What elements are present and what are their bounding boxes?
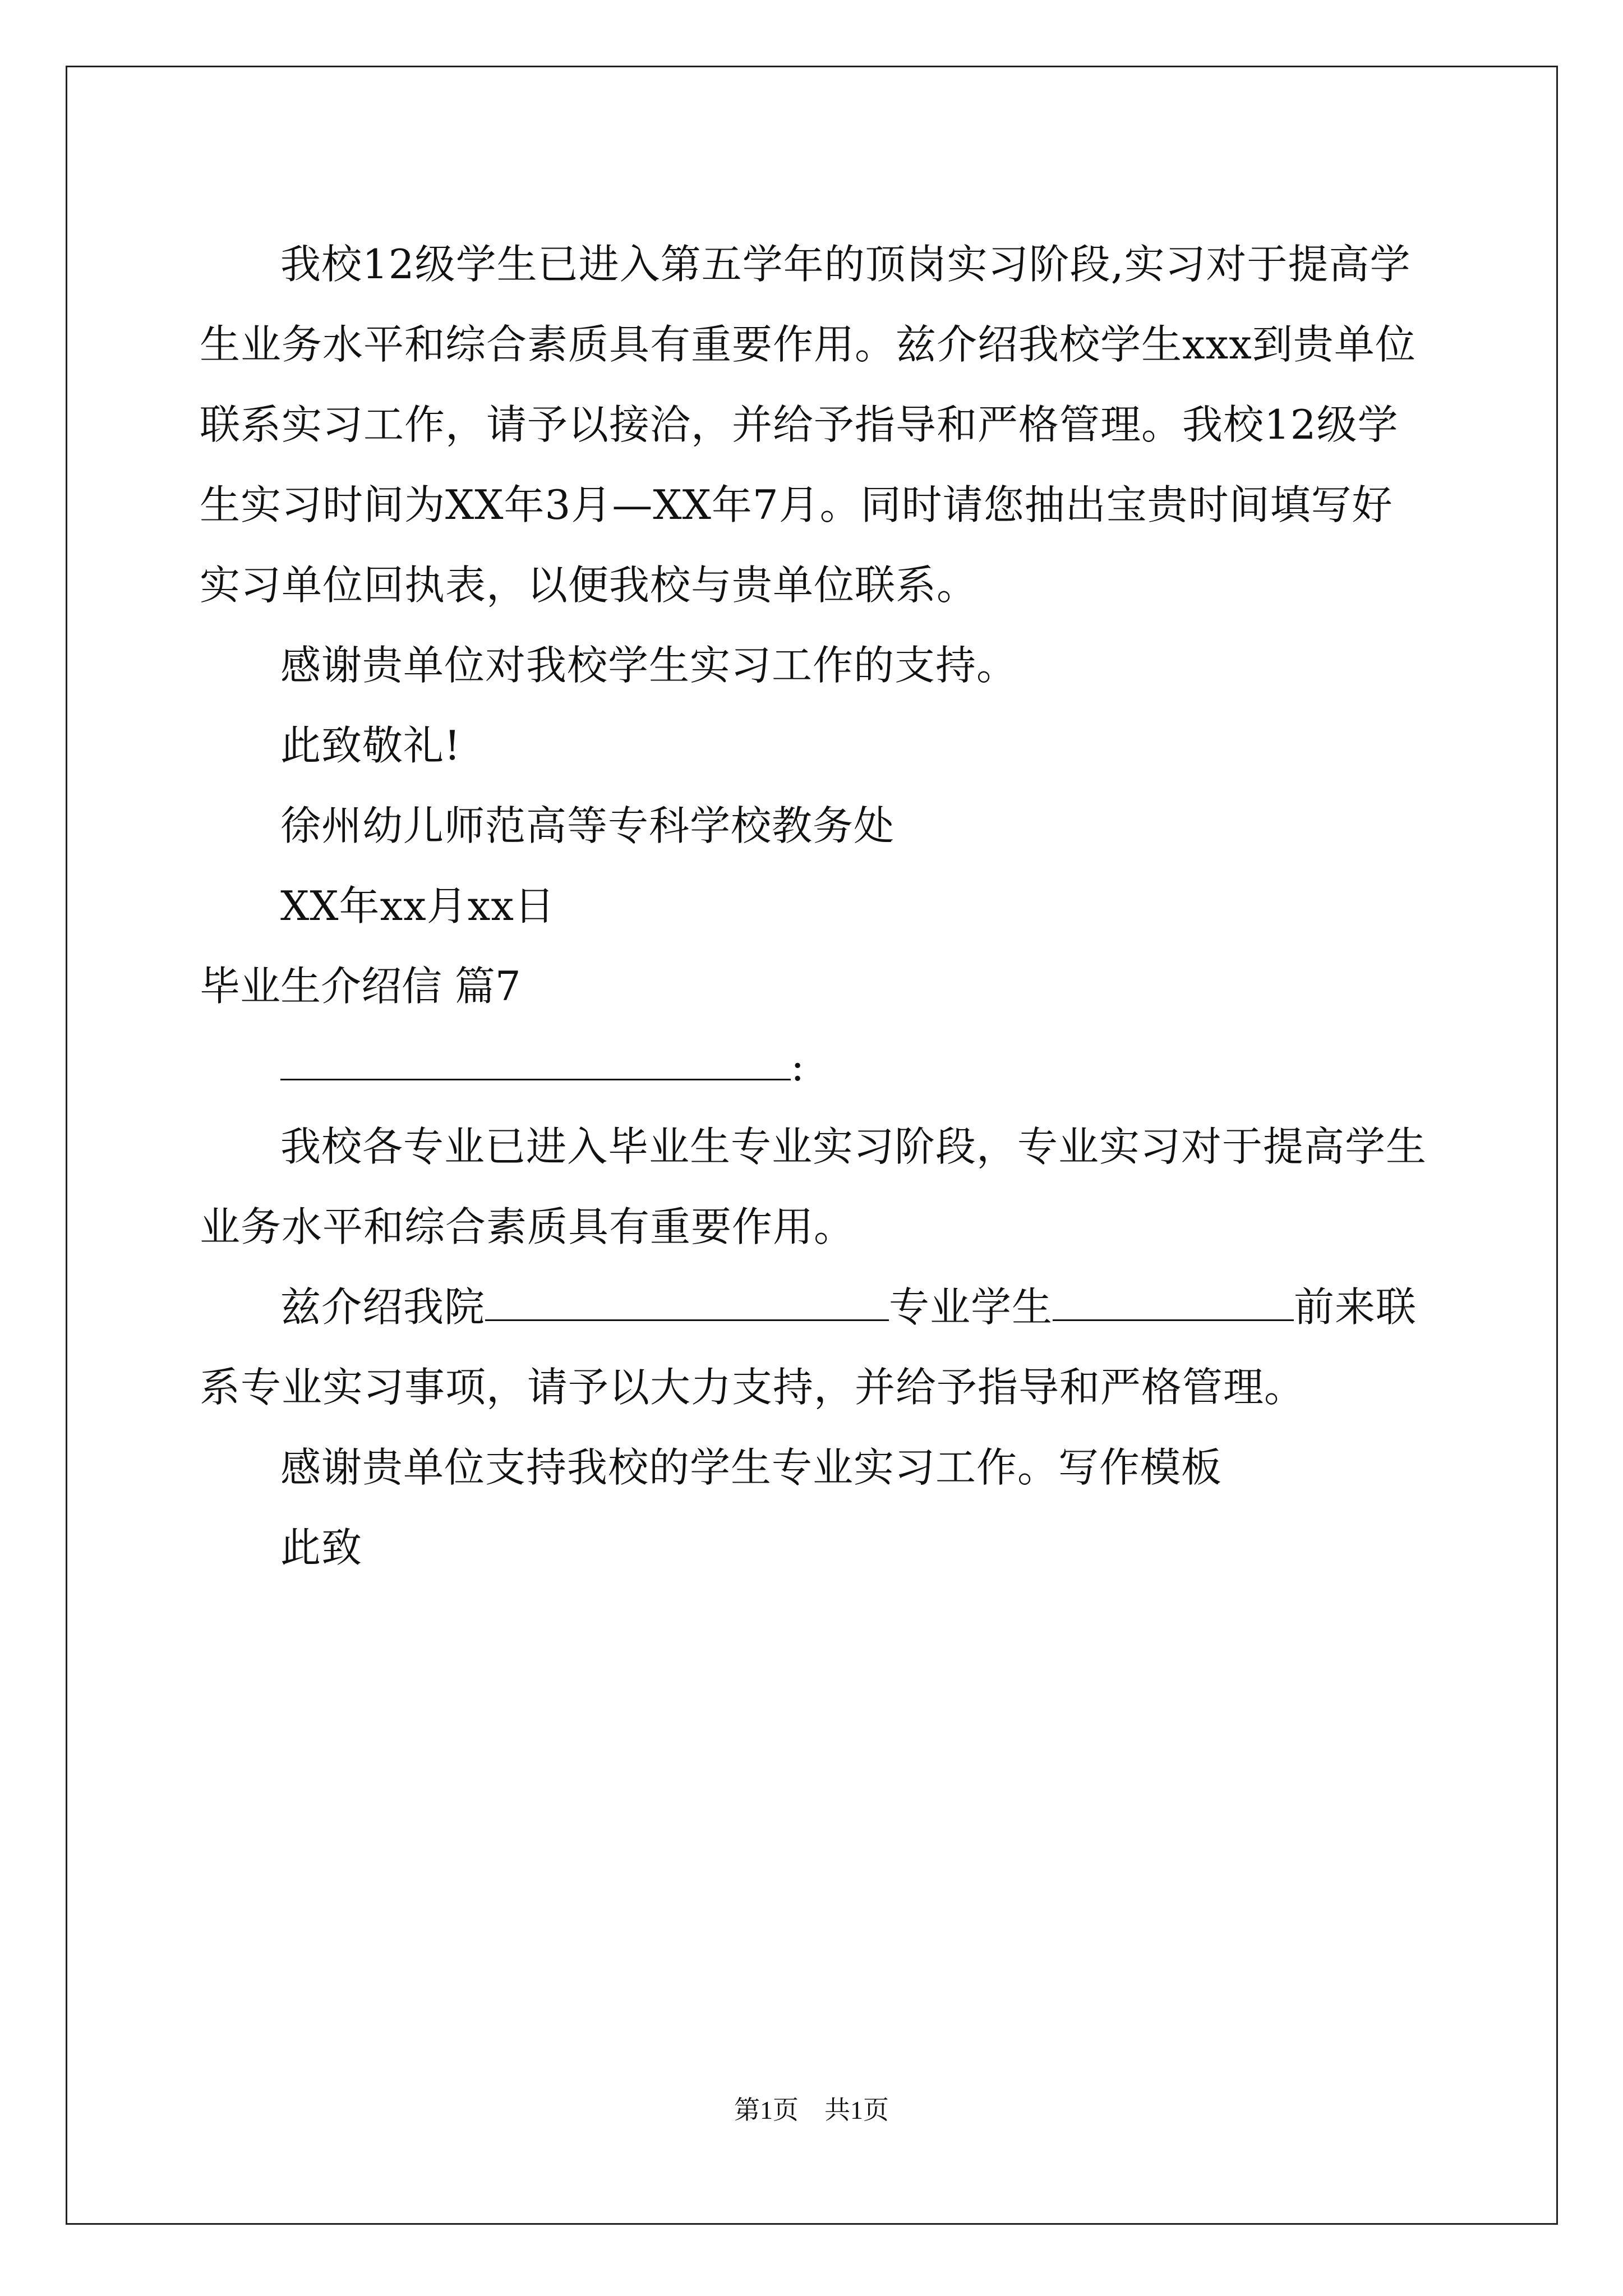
intro-text-2: 专业学生: [889, 1283, 1053, 1331]
paragraph-major-intro: 我校各专业已进入毕业生专业实习阶段，专业实习对于提高学生业务水平和综合素质具有重要作用。: [200, 1123, 1427, 1250]
paragraph-thanks: 感谢贵单位对我校学生实习工作的支持。: [280, 642, 1018, 689]
paragraph-signature-org: 徐州幼儿师范高等专科学校教务处: [280, 802, 895, 849]
salutation-colon: :: [791, 1043, 805, 1090]
document-body: [200, 224, 1428, 1588]
intro-text-1: 兹介绍我院: [280, 1283, 486, 1331]
paragraph-closing: 此致: [280, 1524, 363, 1571]
page-footer: 第1页 共1页: [734, 2096, 889, 2124]
major-blank[interactable]: [485, 1286, 889, 1321]
paragraph-thanks-2: 感谢贵单位支持我校的学生专业实习工作。写作模板: [280, 1444, 1223, 1491]
paragraph-regards: 此致敬礼!: [280, 722, 461, 769]
student-name-blank[interactable]: [1053, 1286, 1294, 1321]
paragraph-internship-intro: 我校12级学生已进入第五学年的顶岗实习阶段,实习对于提高学生业务水平和综合素质具有重要作用。兹介绍我校学生xxx到贵单位联系实习工作，请予以接洽，并给予指导和严格管理。我校12级学生实习时间为XX年3月—XX年7月。同时请您抽出宝贵时间填写好实习单位回执表，以便我校与贵单位联系。: [200, 241, 1416, 609]
intro-text-3: 前来联系专业实习事项，请予以大力支持，并给予指导和严格管理。: [200, 1283, 1417, 1411]
section-title: 毕业生介绍信 篇7: [200, 963, 521, 1010]
paragraph-introduce-student: [200, 1267, 1428, 1428]
paragraph-date: XX年xx月xx日: [280, 882, 555, 930]
salutation-line: [200, 1027, 1428, 1107]
recipient-blank[interactable]: [280, 1045, 791, 1080]
